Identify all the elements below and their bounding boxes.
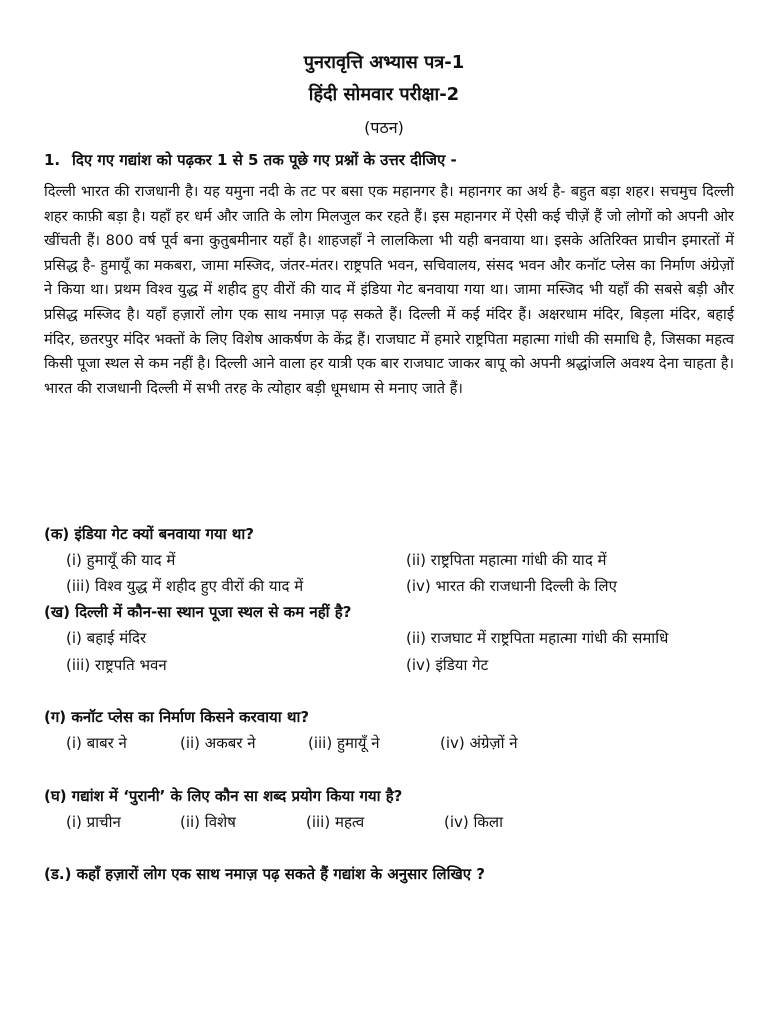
- page-title: पुनरावृत्ति अभ्यास पत्र-1: [303, 52, 465, 73]
- instruction-number: 1.: [44, 151, 61, 169]
- question-kha-option-3: (iii) राष्ट्रपति भवन: [66, 656, 167, 674]
- question-ka-option-3: (iii) विश्व युद्ध में शहीद हुए वीरों की याद में: [66, 577, 304, 595]
- question-gha-option-1: (i) प्राचीन: [66, 813, 121, 831]
- question-ka-option-4: (iv) भारत की राजधानी दिल्ली के लिए: [406, 577, 617, 595]
- question-ga-option-3: (iii) हुमायूँ ने: [308, 734, 380, 752]
- question-kha: (ख) दिल्ली में कौन-सा स्थान पूजा स्थल से कम नहीं है?: [44, 603, 352, 621]
- instruction: [44, 150, 734, 170]
- question-ga-option-2: (ii) अकबर ने: [180, 734, 256, 752]
- question-ga-option-1: (i) बाबर ने: [66, 734, 127, 752]
- question-gha-option-3: (iii) महत्व: [306, 813, 365, 831]
- instruction-text: दिए गए गद्यांश को पढ़कर 1 से 5 तक पूछे गए प्रश्नों के उत्तर दीजिए -: [72, 151, 457, 169]
- question-nga: (ड.) कहाँ हज़ारों लोग एक साथ नमाज़ पढ़ सकते हैं गद्यांश के अनुसार लिखिए ?: [44, 865, 485, 883]
- question-gha: (घ) गद्यांश में ‘पुरानी’ के लिए कौन सा शब्द प्रयोग किया गया है?: [44, 787, 403, 805]
- question-kha-option-1: (i) बहाई मंदिर: [66, 629, 147, 647]
- passage-text: दिल्ली भारत की राजधानी है। यह यमुना नदी के तट पर बसा एक महानगर है। महानगर का अर्थ है- बहुत बड़ा शहर। सचमुच दिल्ली शहर काफ़ी बड़ा है। यहाँ हर धर्म और जाति के लोग मिलजुल कर रहते हैं। इस महानगर में ऐसी कई चीज़ें हैं जो लोगों को अपनी ओर खींचती हैं। 800 वर्ष पूर्व बना कुतुबमीनार यहाँ है। शाहजहाँ ने लालकिला भी यही बनवाया था। इसके अतिरिक्त प्राचीन इमारतों में प्रसिद्ध है- हुमायूँ का मकबरा, जामा मस्जिद, जंतर-मंतर। राष्ट्रपति भवन, सचिवालय, संसद भवन और कनॉट प्लेस का निर्माण अंग्रेज़ों ने किया था। प्रथम विश्व युद्ध में शहीद हुए वीरों की याद में इंडिया गेट बनवाया गया था। जामा मस्जिद भी यहाँ की सबसे बड़ी और प्रसिद्ध मस्जिद है। यहाँ हज़ारों लोग एक साथ नमाज़ पढ़ सकते हैं। दिल्ली में कई मंदिर हैं। अक्षरधाम मंदिर, बिड़ला मंदिर, बहाई मंदिर, छतरपुर मंदिर भक्तों के लिए विशेष आकर्षण के केंद्र हैं। राजघाट में हमारे राष्ट्रपिता महात्मा गांधी की समाधि है, जिसका महत्व किसी पूजा स्थल से कम नहीं है। दिल्ली आने वाला हर यात्री एक बार राजघाट जाकर बापू को अपनी श्रद्धांजलि अवश्य देना चाहता है। भारत की राजधानी दिल्ली में सभी तरह के त्योहार बड़ी धूमधाम से मनाए जाते हैं।: [44, 183, 734, 397]
- question-ka-option-1: (i) हुमायूँ की याद में: [66, 551, 176, 569]
- section-label: (पठन): [364, 118, 404, 137]
- question-ga-option-4: (iv) अंग्रेज़ों ने: [440, 734, 518, 752]
- question-kha-option-2: (ii) राजघाट में राष्ट्रपिता महात्मा गांधी की समाधि: [406, 629, 669, 647]
- question-gha-option-4: (iv) किला: [444, 813, 503, 831]
- question-ga: (ग) कनॉट प्लेस का निर्माण किसने करवाया था?: [44, 708, 310, 726]
- question-ka: (क) इंडिया गेट क्यों बनवाया गया था?: [44, 525, 254, 543]
- question-ka-option-2: (ii) राष्ट्रपिता महात्मा गांधी की याद में: [406, 551, 607, 569]
- question-gha-option-2: (ii) विशेष: [180, 813, 236, 831]
- question-kha-option-4: (iv) इंडिया गेट: [406, 656, 489, 674]
- page-subtitle: हिंदी सोमवार परीक्षा-2: [308, 84, 460, 105]
